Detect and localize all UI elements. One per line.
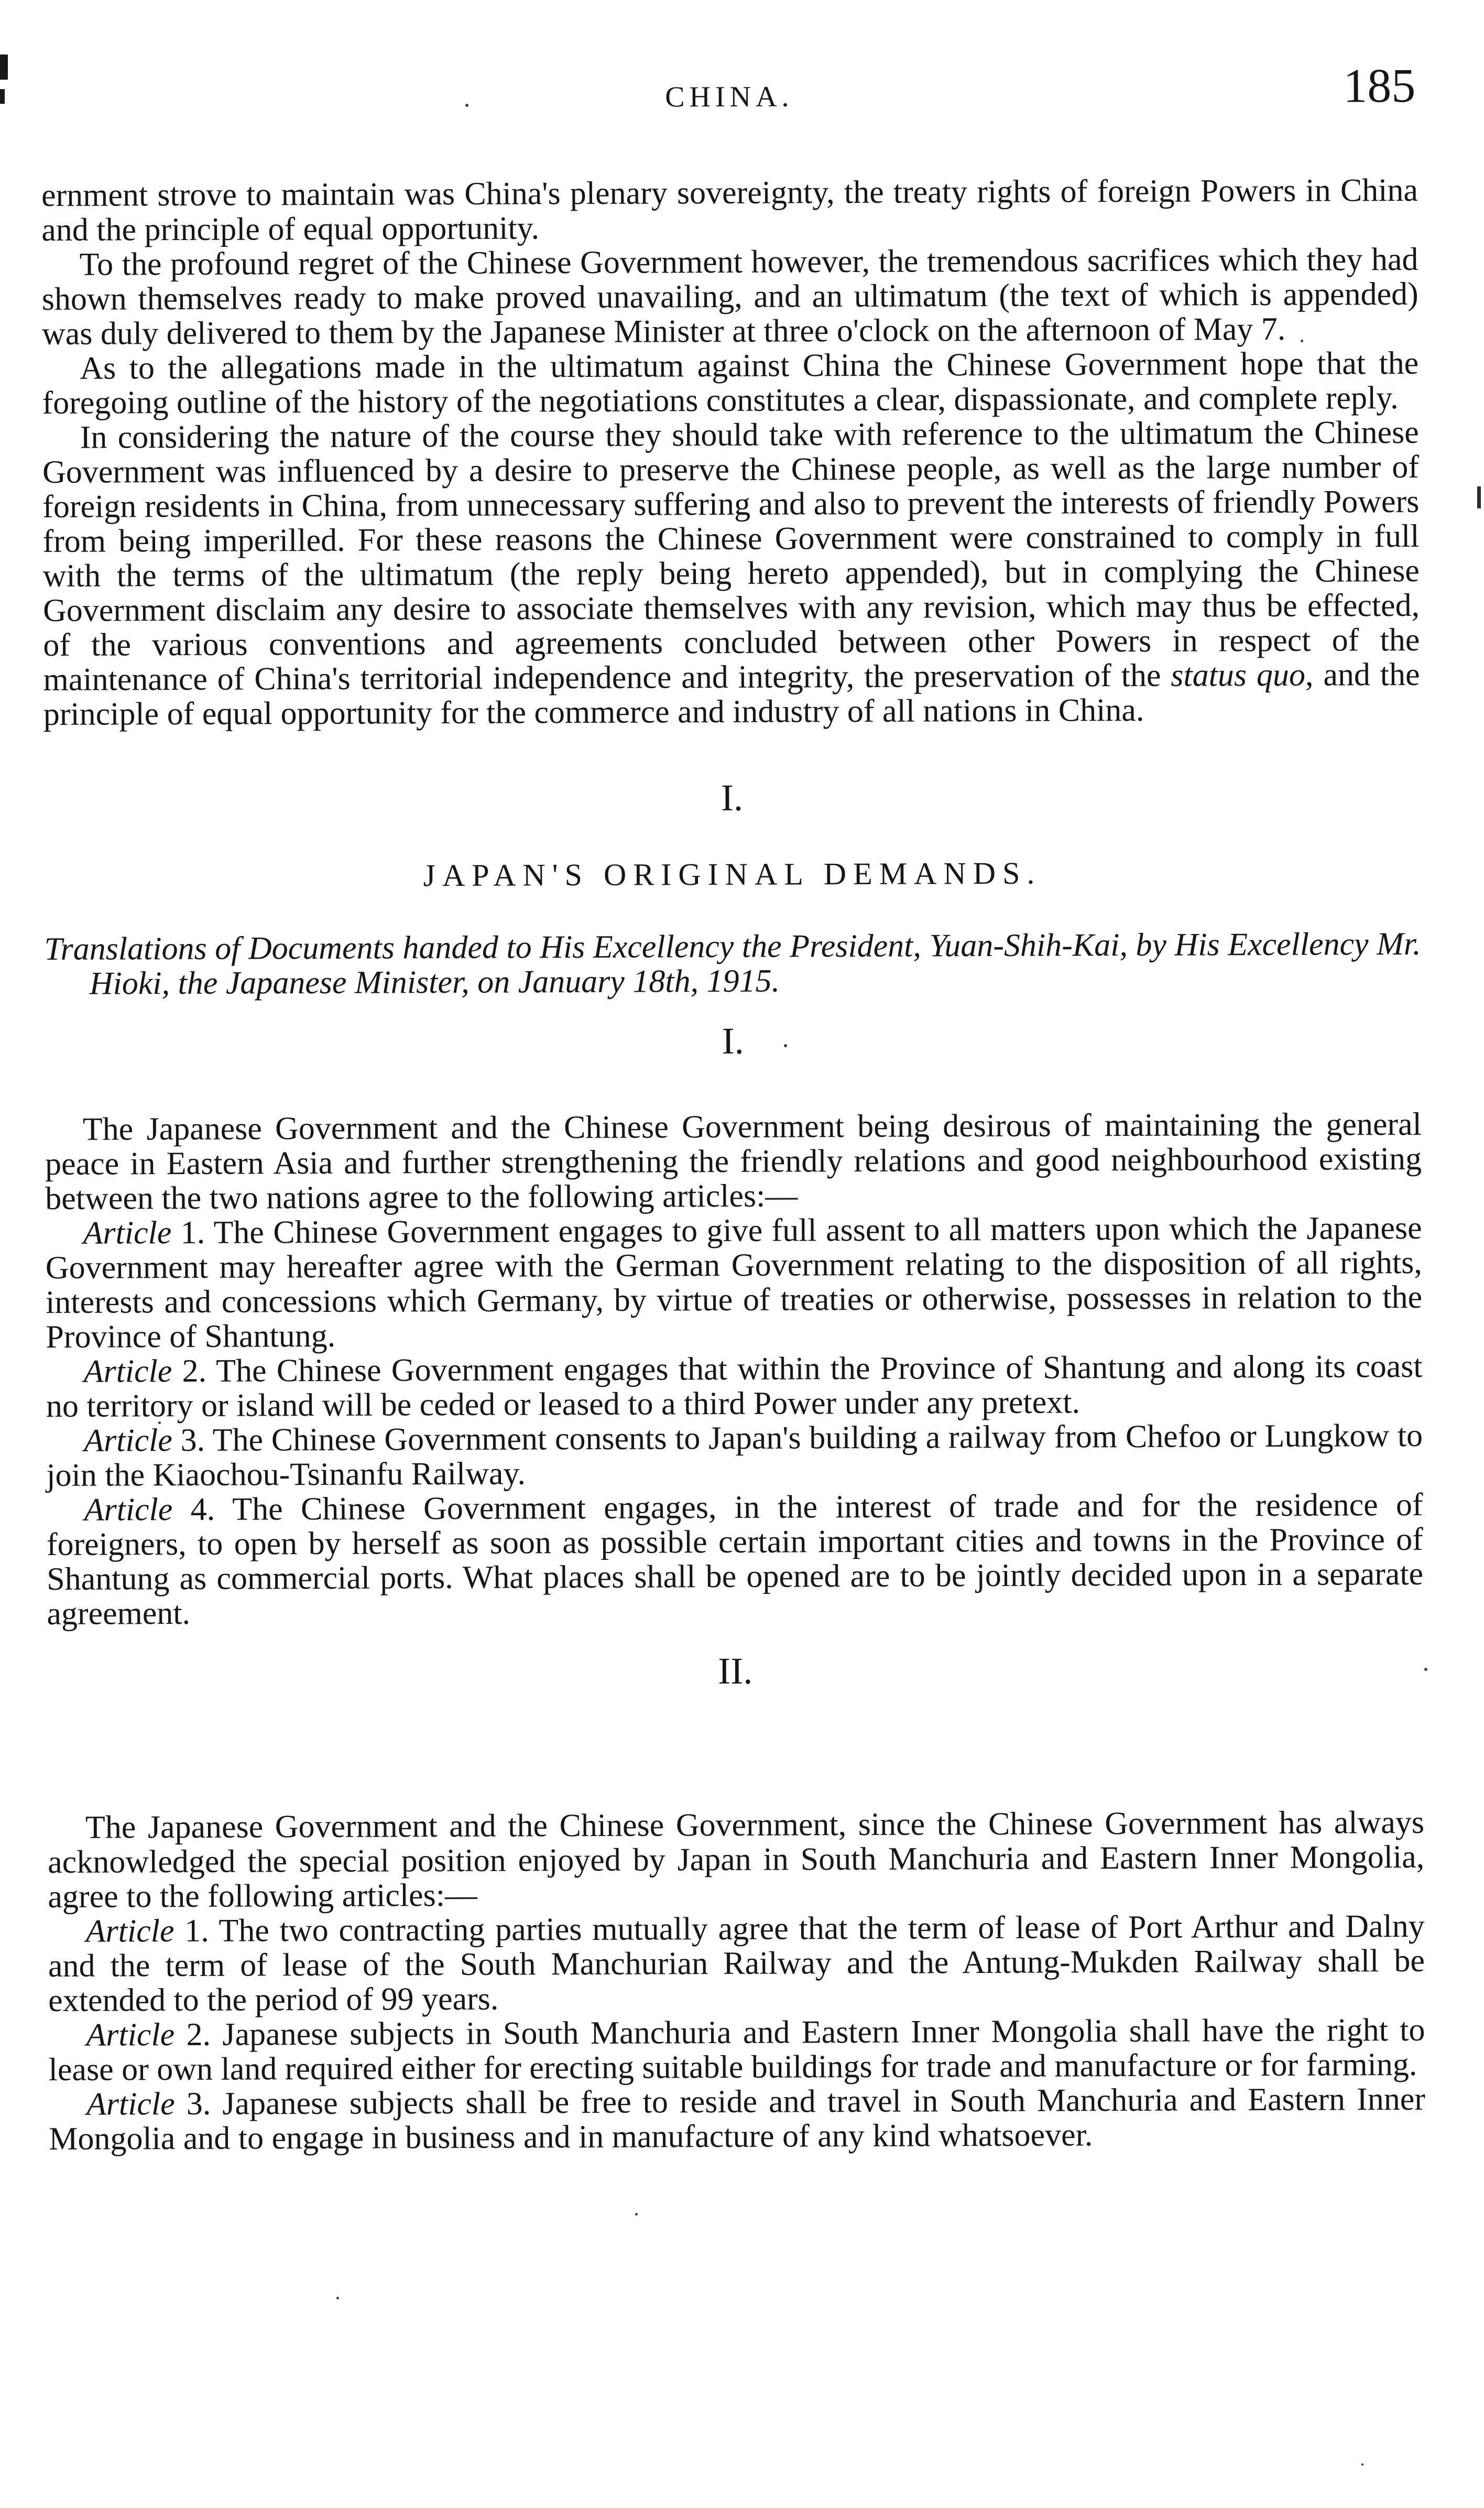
italic-text-run: Article bbox=[83, 1353, 172, 1389]
italic-text-run: Article bbox=[86, 2017, 175, 2053]
text-run: 2. The Chinese Government engages that within the Province of Shantung and along its coast no territory or island will be ceded or leased to a third Power under any pretext. bbox=[46, 1348, 1423, 1424]
section-i-number: I. bbox=[721, 776, 744, 819]
translations-note bbox=[44, 927, 1421, 1001]
article-1-group-i bbox=[45, 1211, 1422, 1354]
italic-text-run: Translations of Documents handed to His Excellency the President, Yuan-Shih-Kai, by His Excellency Mr. Hioki, the Japanese Minister, on January 18th, 1915. bbox=[44, 926, 1421, 1002]
page-content bbox=[41, 53, 1425, 2156]
text-run: As to the allegations made in the ultimatum against China the Chinese Government hope that the foregoing outline of the history of the negotiations constitutes a clear, dispassionate, and complete reply. bbox=[42, 345, 1419, 421]
italic-text-run: Article bbox=[83, 1423, 172, 1459]
scan-speck bbox=[635, 2213, 638, 2216]
text-run: 4. The Chinese Government engages, in the interest of trade and for the residence of foreigners, to open by herself as soon as possible certain important cities and towns in the Province of Shantung as commercial ports. What places shall be opened are to be jointly decided upon in a separate agreement. bbox=[46, 1486, 1424, 1632]
group-ii-preamble bbox=[48, 1805, 1425, 1914]
paragraph-compliance bbox=[42, 415, 1420, 732]
scan-speck bbox=[1361, 2463, 1363, 2466]
scan-edge-artifact bbox=[0, 55, 8, 80]
text-run: 3. The Chinese Government consents to Japan's building a railway from Chefoo or Lungkow to join the Kiaochou-Tsinanfu Railway. bbox=[46, 1417, 1423, 1493]
article-2-group-i bbox=[46, 1349, 1422, 1424]
text-run: , and the principle of equal opportunity for the commerce and industry of all nations in China. bbox=[43, 656, 1420, 732]
italic-text-run: Article bbox=[86, 2086, 175, 2122]
text-run: 1. The Chinese Government engages to give full assent to all matters upon which the Japanese Government may hereafter agree with the German Government relating to the disposition of all rights, interests and concessions which Germany, by virtue of treaties or otherwise, possesses in relation to the Province of Shantung. bbox=[45, 1210, 1423, 1355]
scan-edge-artifact bbox=[0, 89, 5, 104]
article-3-group-i bbox=[46, 1418, 1423, 1493]
text-run: 1. The two contracting parties mutually agree that the term of lease of Port Arthur and Dalny and the term of lease of the South Manchurian Railway and the Antung-Mukden Railway shall be extended to the period of 99 years. bbox=[48, 1908, 1425, 2018]
article-4-group-i bbox=[47, 1488, 1424, 1631]
text-run: The Japanese Government and the Chinese Government, since the Chinese Government has always acknowledged the special position enjoyed by Japan in South Manchuria and Eastern Inner Mongolia, agree to the following articles:— bbox=[48, 1804, 1425, 1915]
text-run: 2. Japanese subjects in South Manchuria and Eastern Inner Mongolia shall have the right to lease or own land required either for erecting suitable buildings for trade and manufacture or for farming. bbox=[48, 2012, 1425, 2088]
text-run: 3. Japanese subjects shall be free to reside and travel in South Manchuria and Eastern Inner Mongolia and to engage in business and in manufacture of any kind whatsoever. bbox=[49, 2081, 1426, 2157]
document-body bbox=[41, 173, 1425, 2156]
article-2-group-ii bbox=[48, 2013, 1425, 2087]
article-1-group-ii bbox=[48, 1909, 1425, 2018]
italic-text-run: Article bbox=[83, 1215, 172, 1251]
running-title: CHINA. bbox=[665, 80, 794, 114]
paragraph-allegations bbox=[42, 346, 1418, 420]
scan-speck bbox=[336, 2297, 339, 2299]
paragraph-regret bbox=[41, 242, 1418, 351]
text-run: To the profound regret of the Chinese Government however, the tremendous sacrifices which they had shown themselves ready to make proved unavailing, and an ultimatum (the text of which is appended) was duly delivered to them by the Japanese Minister at three o'clock on the afternoon of May 7. bbox=[41, 241, 1418, 352]
page-number: 185 bbox=[1343, 58, 1416, 113]
text-run: In considering the nature of the course they should take with reference to the ultimatum the Chinese Government was influenced by a desire to preserve the Chinese people, as well as the large number of foreign residents in China, from unnecessary suffering and also to prevent the interests of friendly Powers from being imperilled. For these reasons the Chinese Government were constrained to comply in full with the terms of the ultimatum (the reply being hereto appended), but in complying the Chinese Government disclaim any desire to associate themselves with any revision, which may thus be effected, of the various conventions and agreements concluded between other Powers in respect of the maintenance of China's territorial independence and integrity, the preservation of the bbox=[42, 414, 1420, 698]
article-3-group-ii bbox=[49, 2082, 1425, 2156]
text-run: ernment strove to maintain was China's plenary sovereignty, the treaty rights of foreign Powers in China and the principle of equal opportunity. bbox=[41, 172, 1418, 248]
continuation-paragraph bbox=[41, 173, 1418, 247]
group-i-number: I. bbox=[722, 1019, 744, 1062]
italic-text-run: Article bbox=[84, 1492, 173, 1528]
scan-edge-artifact bbox=[1477, 486, 1481, 508]
group-i-preamble bbox=[45, 1107, 1422, 1216]
group-ii-number: II. bbox=[718, 1649, 753, 1692]
italic-text-run: Article bbox=[85, 1913, 174, 1949]
text-run: The Japanese Government and the Chinese Government being desirous of maintaining the general peace in Eastern Asia and further strengthening the friendly relations and good neighbourhood existing between the two nations agree to the following articles:— bbox=[45, 1106, 1422, 1217]
section-title-japans-original-demands: JAPAN'S ORIGINAL DEMANDS. bbox=[423, 855, 1042, 893]
scan-speck bbox=[1424, 1668, 1427, 1671]
italic-text-run: status quo bbox=[1171, 657, 1306, 693]
page-header bbox=[41, 53, 1418, 137]
